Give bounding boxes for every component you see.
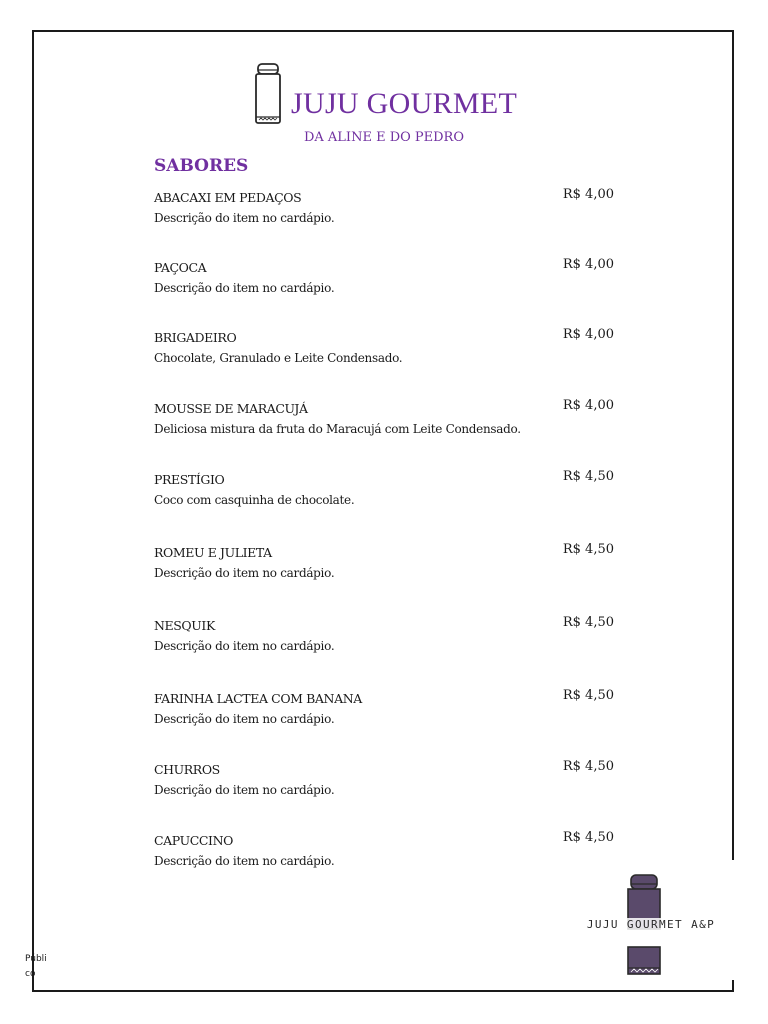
menu-item (154, 469, 614, 507)
item-description: Coco com casquinha de chocolate. (154, 493, 355, 507)
item-description: Descrição do item no cardápio. (154, 211, 335, 225)
menu-item (154, 257, 614, 295)
item-description: Descrição do item no cardápio. (154, 854, 335, 868)
item-name: PAÇOCA (154, 260, 207, 275)
menu-item (154, 327, 614, 365)
item-description: Descrição do item no cardápio. (154, 712, 335, 726)
menu-item (154, 398, 614, 436)
item-name: MOUSSE DE MARACUJÁ (154, 401, 308, 416)
menu-item (154, 615, 614, 653)
item-description: Deliciosa mistura da fruta do Maracujá com Leite Condensado. (154, 422, 521, 436)
item-name: NESQUIK (154, 618, 215, 633)
item-price: R$ 4,50 (562, 830, 614, 845)
menu-item (154, 542, 614, 580)
item-price: R$ 4,50 (562, 688, 614, 703)
item-price: R$ 4,50 (562, 469, 614, 484)
section-title: SABORES (154, 156, 249, 176)
item-name: BRIGADEIRO (154, 330, 237, 345)
brand-subtitle: DA ALINE E DO PEDRO (303, 130, 465, 145)
item-name: CHURROS (154, 762, 220, 777)
jar-icon (254, 63, 282, 125)
item-description: Chocolate, Granulado e Leite Condensado. (154, 351, 403, 365)
menu-item (154, 187, 614, 225)
item-description: Descrição do item no cardápio. (154, 566, 335, 580)
item-price: R$ 4,50 (562, 759, 614, 774)
item-price: R$ 4,50 (562, 542, 614, 557)
brand-title: JUJU GOURMET (291, 87, 518, 120)
item-price: R$ 4,50 (562, 615, 614, 630)
item-description: Descrição do item no cardápio. (154, 783, 335, 797)
item-price: R$ 4,00 (562, 327, 614, 342)
item-price: R$ 4,00 (562, 187, 614, 202)
menu-item (154, 688, 614, 726)
item-name: ROMEU E JULIETA (154, 545, 272, 560)
menu-item (154, 830, 614, 868)
item-description: Descrição do item no cardápio. (154, 639, 335, 653)
item-name: PRESTÍGIO (154, 472, 225, 487)
item-name: FARINHA LACTEA COM BANANA (154, 691, 362, 706)
item-name: CAPUCCINO (154, 833, 233, 848)
header-logo (254, 63, 517, 125)
corner-logo (566, 860, 734, 980)
corner-logo-text: JUJU GOURMET A&P (576, 918, 726, 931)
classification-label: Público (25, 954, 47, 979)
item-price: R$ 4,00 (562, 257, 614, 272)
item-description: Descrição do item no cardápio. (154, 281, 335, 295)
item-price: R$ 4,00 (562, 398, 614, 413)
item-name: ABACAXI EM PEDAÇOS (154, 190, 302, 205)
menu-item (154, 759, 614, 797)
